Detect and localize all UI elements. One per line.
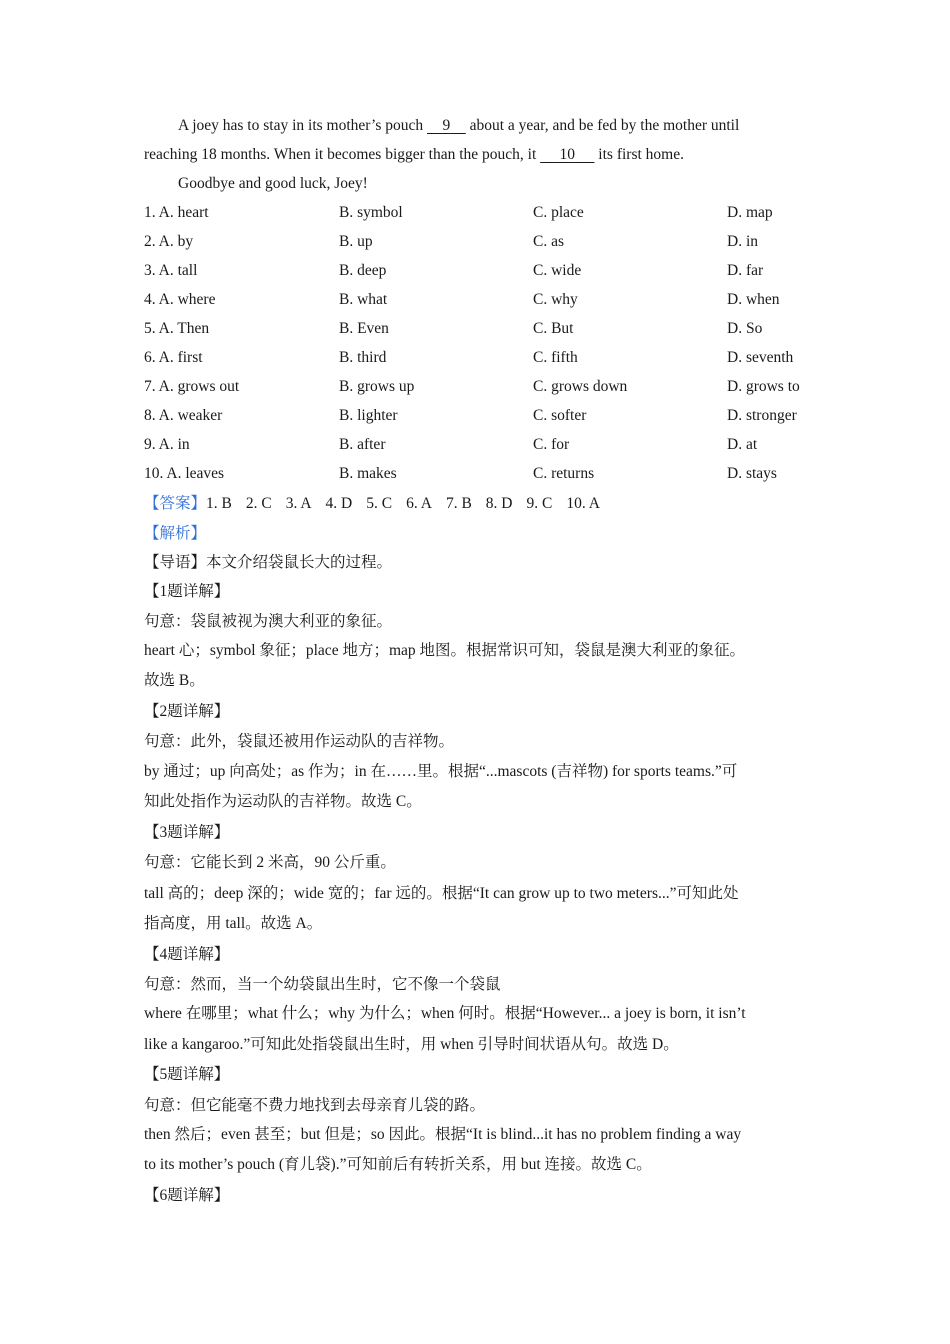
explanation-line: 【1题详解】: [144, 583, 230, 600]
analysis-label: 【解析】: [144, 525, 207, 542]
option-row: [144, 232, 844, 252]
option-cell: D. when: [727, 291, 780, 308]
option-cell: 9. A. in: [144, 436, 190, 453]
explanation-line: 【5题详解】: [144, 1066, 230, 1083]
explanation-line: to its mother’s pouch (育儿袋).”可知前后有转折关系，用 but 连接。故选 C。: [144, 1156, 652, 1173]
option-cell: 7. A. grows out: [144, 378, 240, 395]
explanation-line: like a kangaroo.”可知此处指袋鼠出生时，用 when 引导时间状语从句。故选 D。: [144, 1036, 679, 1053]
option-cell: D. stronger: [727, 407, 797, 424]
option-cell: C. wide: [533, 262, 582, 279]
option-cell: 1. A. heart: [144, 204, 209, 221]
option-cell: C. as: [533, 233, 564, 250]
answer-items: [206, 495, 614, 512]
passage-line-2: [144, 145, 684, 165]
option-cell: B. symbol: [339, 204, 403, 221]
answer-item: 3. A: [285, 495, 312, 512]
option-cell: C. place: [533, 204, 584, 221]
option-cell: D. stays: [727, 465, 777, 482]
explanation-line: by 通过；up 向高处；as 作为；in 在……里。根据“...mascots (吉祥物) for sports teams.”可: [144, 763, 738, 780]
option-row: [144, 203, 844, 223]
explanation-line: 句意：它能长到 2 米高，90 公斤重。: [144, 854, 396, 871]
option-cell: 8. A. weaker: [144, 407, 223, 424]
passage-text: its first home.: [598, 146, 684, 163]
option-cell: D. map: [727, 204, 773, 221]
passage-text: Goodbye and good luck, Joey!: [178, 175, 368, 192]
option-cell: 2. A. by: [144, 233, 194, 250]
option-cell: 10. A. leaves: [144, 465, 225, 482]
explanation-line: 【3题详解】: [144, 824, 230, 841]
passage-text: reaching 18 months. When it becomes bigger than the pouch, it: [144, 146, 537, 163]
explanation-line: heart 心；symbol 象征；place 地方；map 地图。根据常识可知，袋鼠是澳大利亚的象征。: [144, 642, 746, 659]
option-cell: C. fifth: [533, 349, 578, 366]
option-cell: B. deep: [339, 262, 387, 279]
option-row: [144, 435, 844, 455]
explanation-line: tall 高的；deep 深的；wide 宽的；far 远的。根据“It can grow up to two meters...”可知此处: [144, 885, 739, 902]
explanation-line: 【导语】本文介绍袋鼠长大的过程。: [144, 554, 393, 571]
option-cell: 3. A. tall: [144, 262, 198, 279]
option-cell: B. Even: [339, 320, 389, 337]
explanation-line: then 然后；even 甚至；but 但是；so 因此。根据“It is blind...it has no problem finding a way: [144, 1126, 742, 1143]
option-row: [144, 406, 844, 426]
option-row: [144, 348, 844, 368]
answer-item: 10. A: [566, 495, 600, 512]
explanation-line: 【4题详解】: [144, 946, 230, 963]
option-cell: 5. A. Then: [144, 320, 210, 337]
answer-item: 4. D: [325, 495, 353, 512]
answer-item: 7. B: [445, 495, 472, 512]
passage-text: A joey has to stay in its mother’s pouch: [178, 117, 424, 134]
option-cell: B. after: [339, 436, 386, 453]
option-cell: B. lighter: [339, 407, 398, 424]
option-cell: D. in: [727, 233, 758, 250]
option-row: [144, 464, 844, 484]
explanation-line: 知此处指作为运动队的吉祥物。故选 C。: [144, 793, 422, 810]
answer-item: 2. C: [245, 495, 272, 512]
option-row: [144, 261, 844, 281]
option-cell: C. why: [533, 291, 578, 308]
option-cell: D. So: [727, 320, 763, 337]
explanation-line: 【6题详解】: [144, 1187, 230, 1204]
answer-item: 1. B: [206, 495, 232, 512]
explanation-line: 指高度，用 tall。故选 A。: [144, 915, 323, 932]
blank-9: 9: [442, 117, 451, 134]
explanation-line: 句意：然而，当一个幼袋鼠出生时，它不像一个袋鼠: [144, 976, 501, 993]
passage-line-1: [178, 116, 739, 136]
option-cell: C. returns: [533, 465, 595, 482]
explanation-line: 句意：袋鼠被视为澳大利亚的象征。: [144, 613, 393, 630]
option-cell: D. far: [727, 262, 764, 279]
passage-line-3: [178, 174, 368, 194]
explanation-line: 句意：但它能毫不费力地找到去母亲育儿袋的路。: [144, 1097, 486, 1114]
option-row: [144, 319, 844, 339]
answer-item: 5. C: [366, 495, 393, 512]
option-cell: D. at: [727, 436, 758, 453]
option-row: [144, 290, 844, 310]
explanation-line: 【2题详解】: [144, 703, 230, 720]
answer-item: 9. C: [526, 495, 553, 512]
answer-item: 6. A: [406, 495, 432, 512]
explanation-line: 句意：此外，袋鼠还被用作运动队的吉祥物。: [144, 733, 455, 750]
option-cell: B. what: [339, 291, 388, 308]
answer-label: 【答案】: [144, 495, 207, 512]
option-cell: C. But: [533, 320, 574, 337]
explanation-line: 故选 B。: [144, 672, 205, 689]
blank-10: 10: [559, 146, 576, 163]
option-cell: C. for: [533, 436, 570, 453]
passage-text: about a year, and be fed by the mother until: [469, 117, 740, 134]
answer-line: [144, 494, 614, 514]
explanation-line: where 在哪里；what 什么；why 为什么；when 何时。根据“However... a joey is born, it isn’t: [144, 1005, 746, 1022]
option-cell: C. softer: [533, 407, 587, 424]
option-cell: B. grows up: [339, 378, 415, 395]
option-cell: B. up: [339, 233, 373, 250]
option-cell: D. grows to: [727, 378, 800, 395]
option-row: [144, 377, 844, 397]
option-cell: B. third: [339, 349, 387, 366]
option-cell: B. makes: [339, 465, 397, 482]
answer-item: 8. D: [485, 495, 513, 512]
option-cell: 4. A. where: [144, 291, 216, 308]
option-cell: C. grows down: [533, 378, 628, 395]
option-cell: D. seventh: [727, 349, 794, 366]
option-cell: 6. A. first: [144, 349, 203, 366]
